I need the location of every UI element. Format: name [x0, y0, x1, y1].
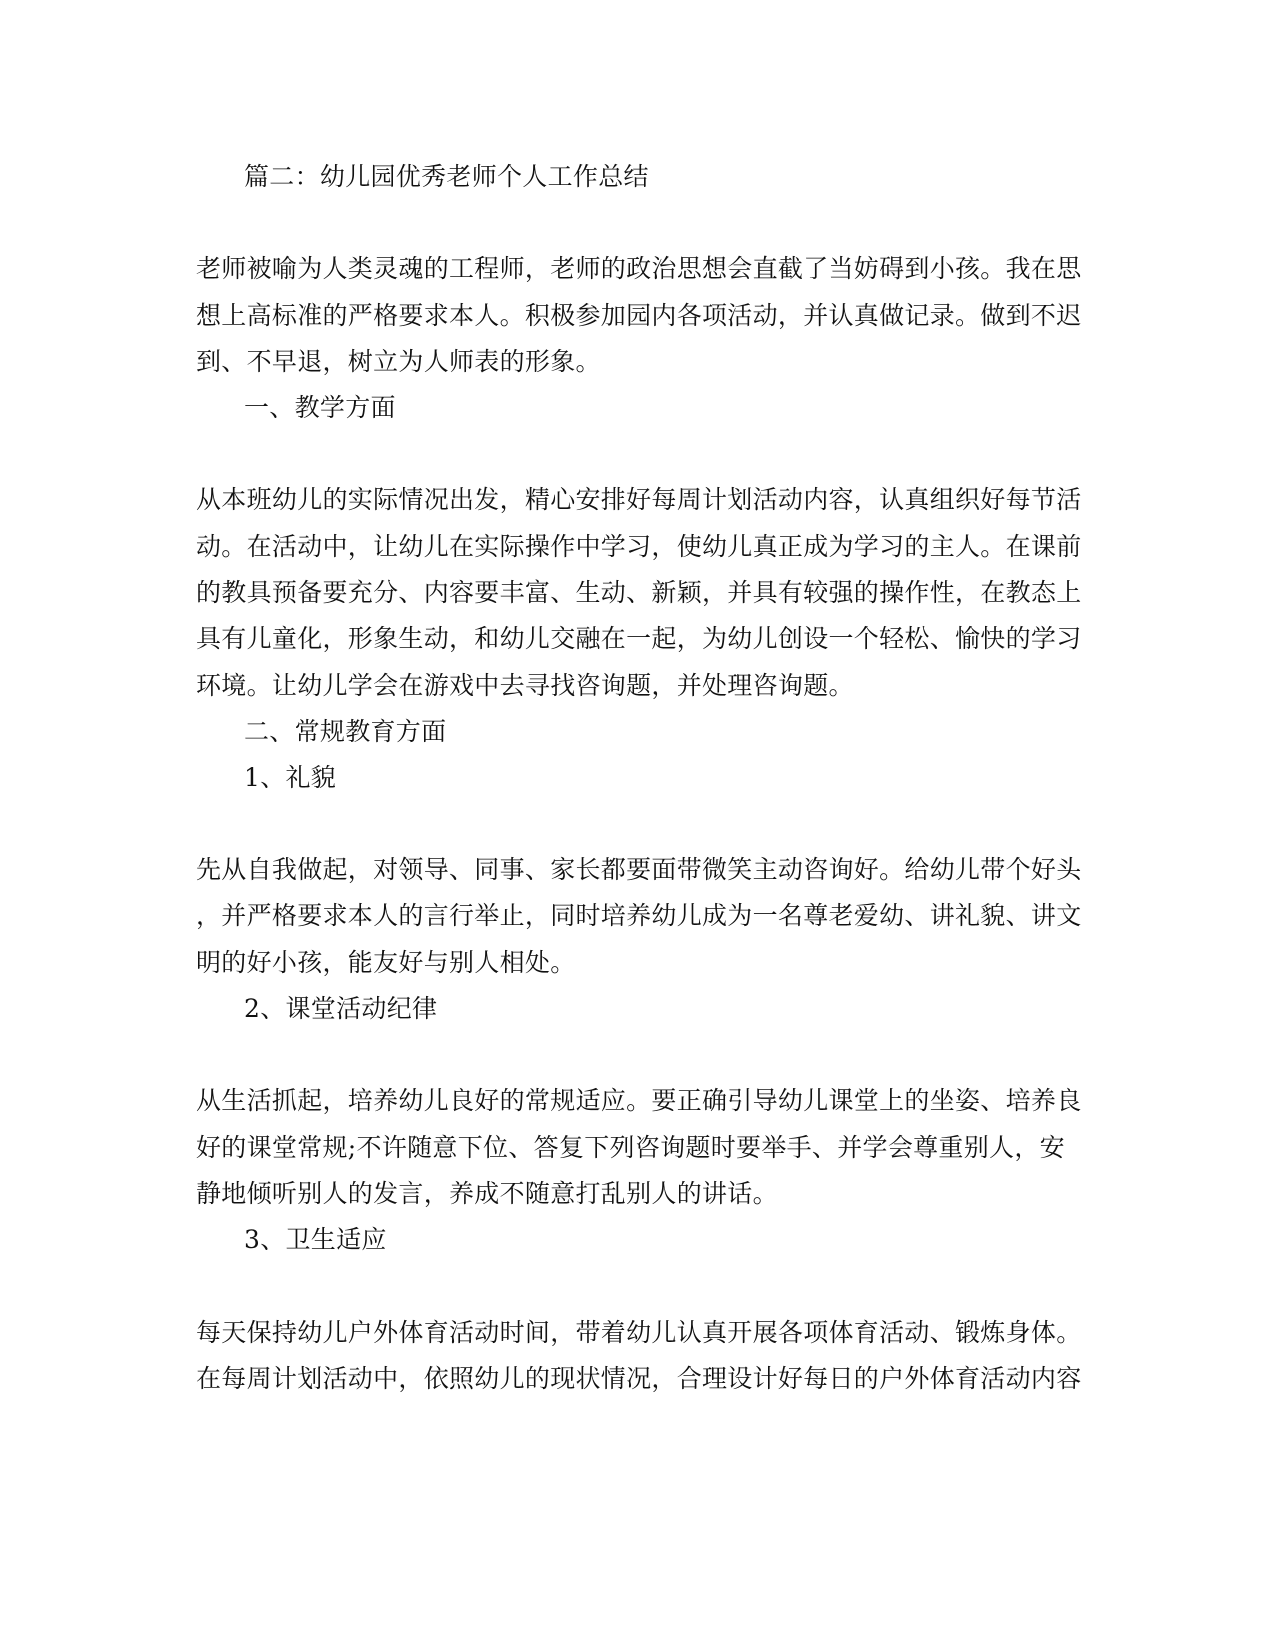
paragraph-line: 到、不早退，树立为人师表的形象。: [196, 347, 601, 376]
paragraph-line: 先从自我做起，对领导、同事、家长都要面带微笑主动咨询好。给幼儿带个好头: [196, 855, 1082, 884]
subsection-heading-manners: 1、礼貌: [244, 763, 337, 792]
paragraph-line: 从本班幼儿的实际情况出发，精心安排好每周计划活动内容，认真组织好每节活: [196, 485, 1082, 514]
paragraph-line: 明的好小孩，能友好与别人相处。: [196, 948, 576, 977]
document-title: 篇二：幼儿园优秀老师个人工作总结: [244, 162, 649, 191]
paragraph-line: 动。在活动中，让幼儿在实际操作中学习，使幼儿真正成为学习的主人。在课前: [196, 532, 1082, 561]
paragraph-line: 具有儿童化，形象生动，和幼儿交融在一起，为幼儿创设一个轻松、愉快的学习: [196, 624, 1082, 653]
paragraph-line: 老师被喻为人类灵魂的工程师，老师的政治思想会直截了当妨碍到小孩。我在思: [196, 254, 1082, 283]
section-heading-routine: 二、常规教育方面: [244, 717, 447, 746]
subsection-heading-discipline: 2、课堂活动纪律: [244, 994, 438, 1023]
paragraph-line: 好的课堂常规;不许随意下位、答复下列咨询题时要举手、并学会尊重别人，安: [196, 1133, 1065, 1162]
paragraph-line: 从生活抓起，培养幼儿良好的常规适应。要正确引导幼儿课堂上的坐姿、培养良: [196, 1086, 1082, 1115]
paragraph-line: 在每周计划活动中，依照幼儿的现状情况，合理设计好每日的户外体育活动内容: [196, 1364, 1082, 1393]
paragraph-line: 想上高标准的严格要求本人。积极参加园内各项活动，并认真做记录。做到不迟: [196, 301, 1082, 330]
section-heading-teaching: 一、教学方面: [244, 393, 396, 422]
paragraph-line: 每天保持幼儿户外体育活动时间，带着幼儿认真开展各项体育活动、锻炼身体。: [196, 1318, 1082, 1347]
paragraph-line: 静地倾听别人的发言，养成不随意打乱别人的讲话。: [196, 1179, 778, 1208]
paragraph-line: ，并严格要求本人的言行举止，同时培养幼儿成为一名尊老爱幼、讲礼貌、讲文: [196, 901, 1082, 930]
paragraph-line: 的教具预备要充分、内容要丰富、生动、新颖，并具有较强的操作性，在教态上: [196, 578, 1082, 607]
paragraph-line: 环境。让幼儿学会在游戏中去寻找咨询题，并处理咨询题。: [196, 671, 854, 700]
subsection-heading-hygiene: 3、卫生适应: [244, 1225, 387, 1254]
